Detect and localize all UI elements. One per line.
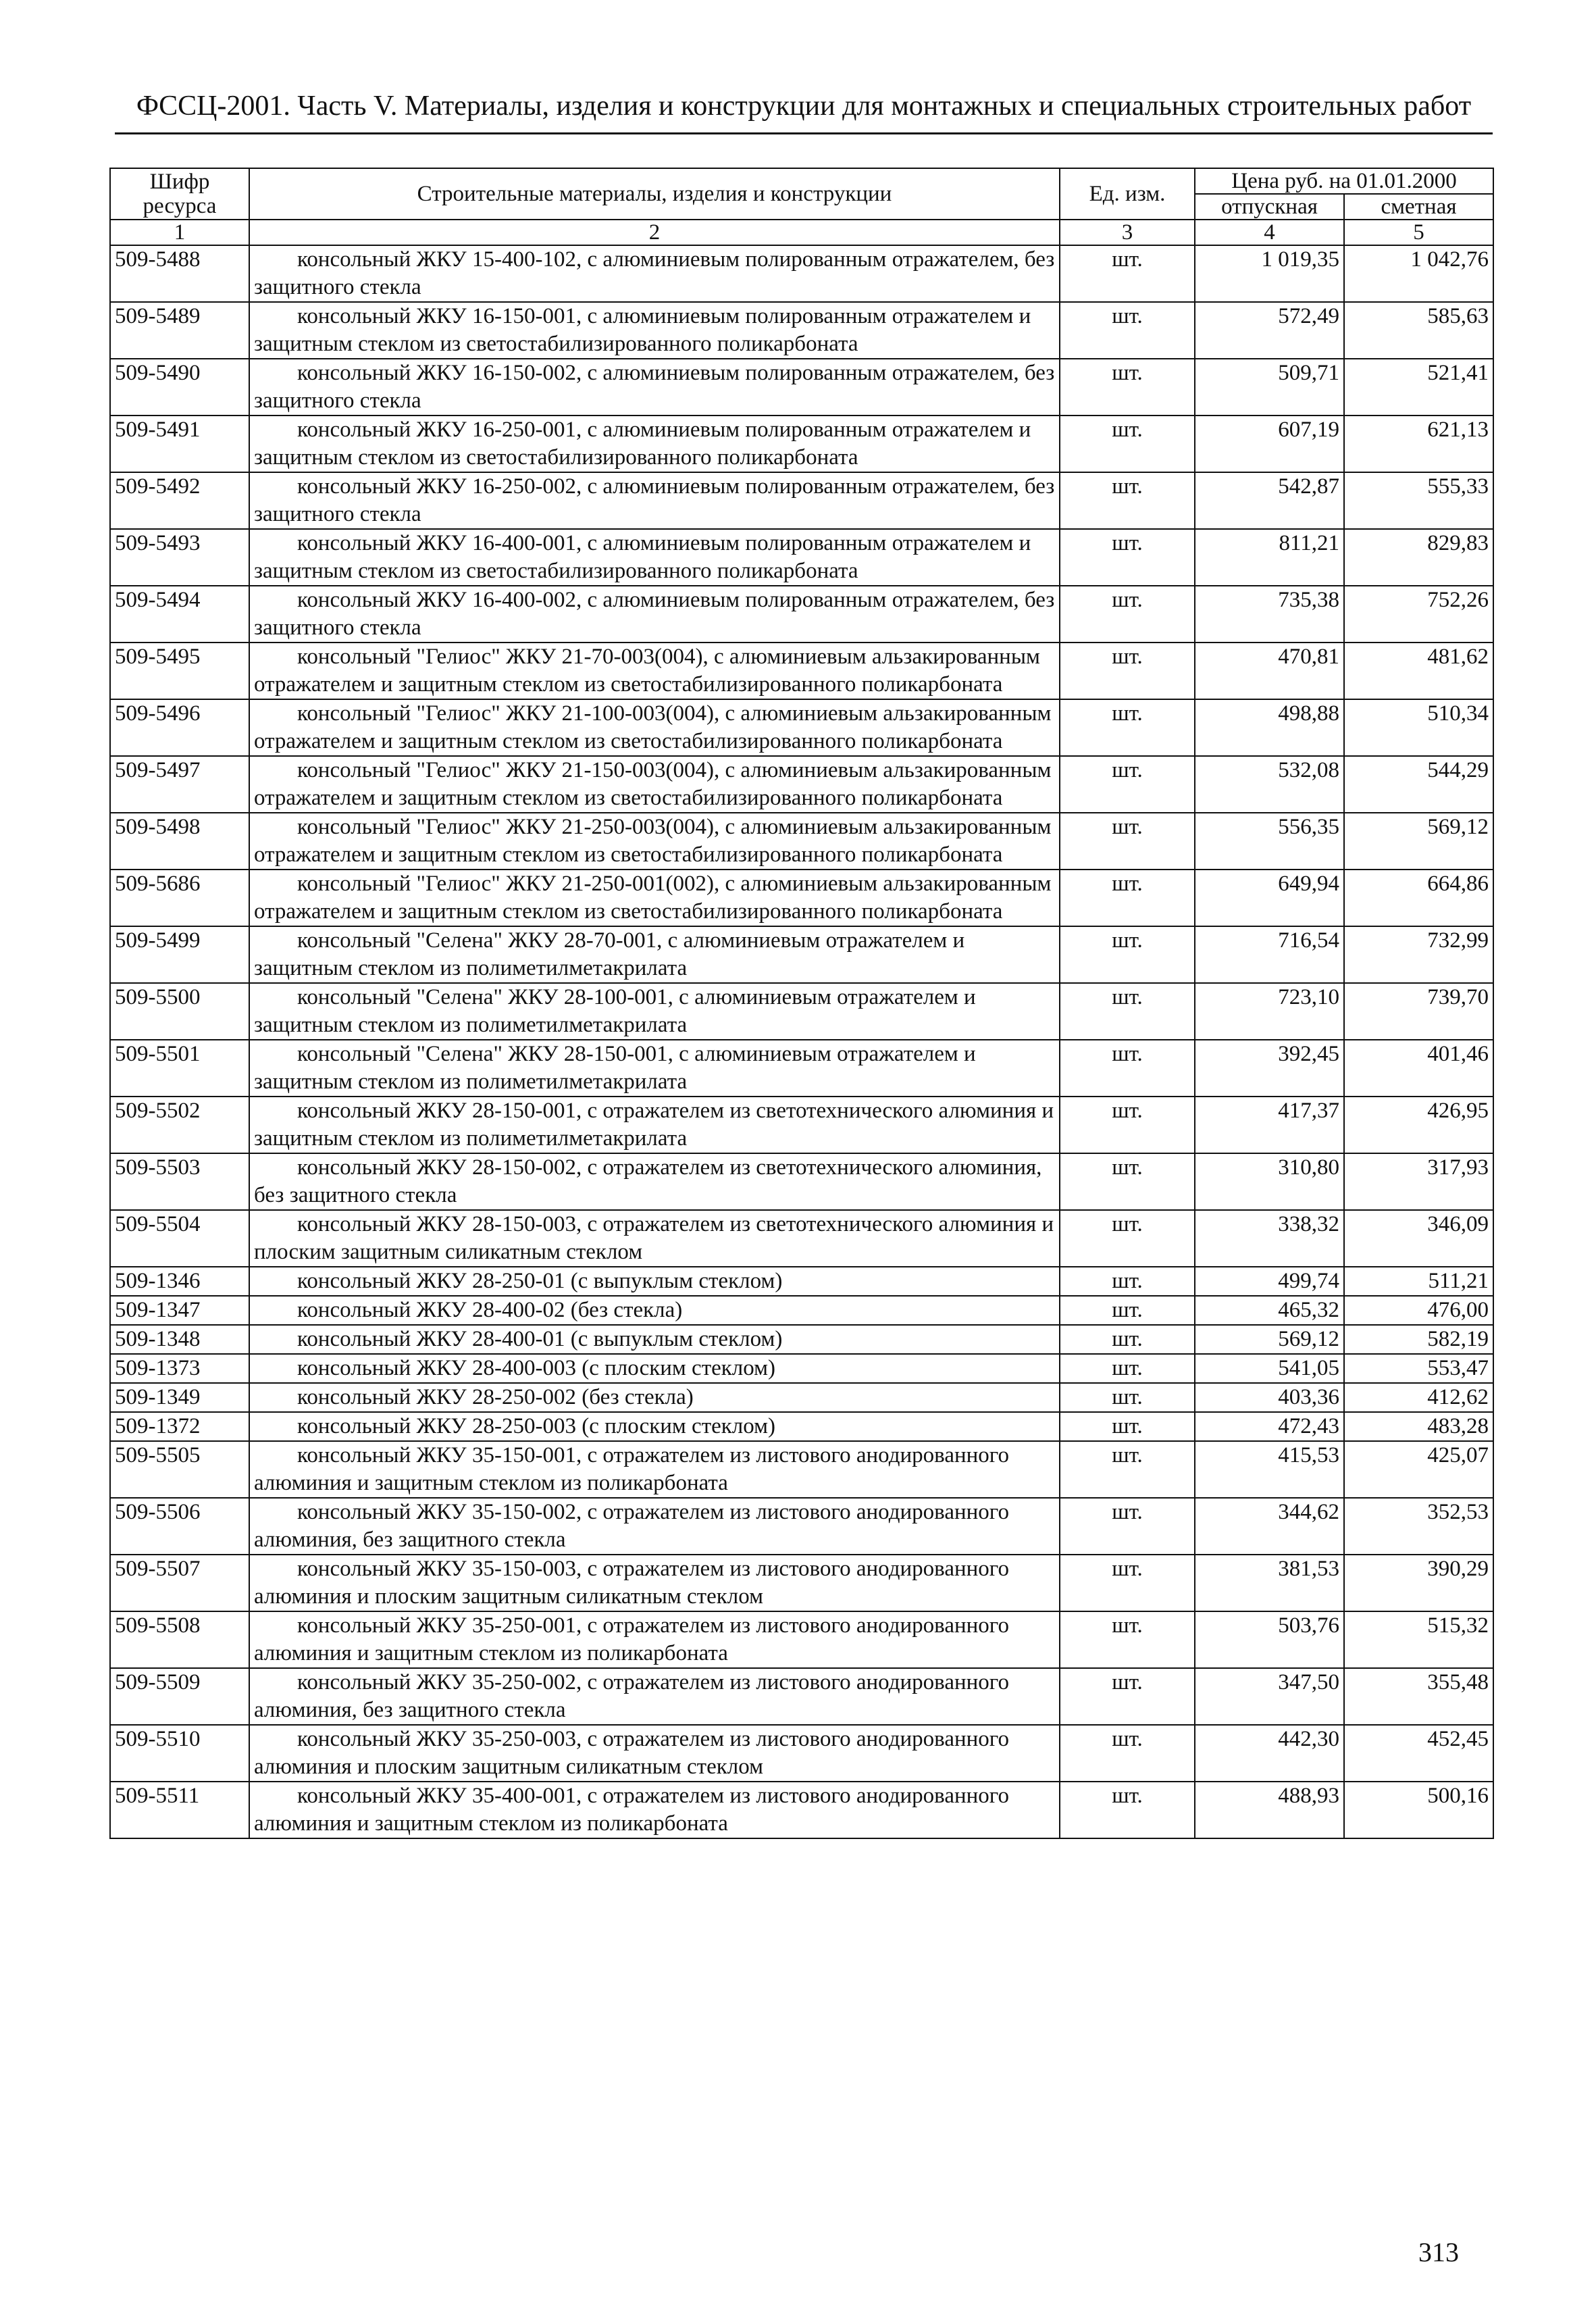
row-wholesale-price: 338,32 bbox=[1195, 1210, 1344, 1267]
row-unit: шт. bbox=[1060, 1210, 1195, 1267]
row-code: 509-5509 bbox=[110, 1668, 249, 1725]
row-unit: шт. bbox=[1060, 1040, 1195, 1097]
row-name: консольный "Селена" ЖКУ 28-100-001, с алюминиевым отражателем и защитным стеклом из полиметилметакрилата bbox=[249, 983, 1060, 1040]
row-unit: шт. bbox=[1060, 1725, 1195, 1782]
row-estimate-price: 452,45 bbox=[1344, 1725, 1493, 1782]
row-estimate-price: 829,83 bbox=[1344, 529, 1493, 586]
row-unit: шт. bbox=[1060, 983, 1195, 1040]
row-unit: шт. bbox=[1060, 359, 1195, 416]
row-code: 509-5502 bbox=[110, 1097, 249, 1153]
row-estimate-price: 585,63 bbox=[1344, 302, 1493, 359]
row-wholesale-price: 417,37 bbox=[1195, 1097, 1344, 1153]
header-estimate: сметная bbox=[1344, 194, 1493, 220]
row-estimate-price: 569,12 bbox=[1344, 813, 1493, 870]
row-unit: шт. bbox=[1060, 586, 1195, 643]
row-estimate-price: 752,26 bbox=[1344, 586, 1493, 643]
row-unit: шт. bbox=[1060, 1611, 1195, 1668]
table-row bbox=[110, 1040, 1493, 1097]
row-wholesale-price: 503,76 bbox=[1195, 1611, 1344, 1668]
page-number: 313 bbox=[1418, 2237, 1459, 2267]
row-code: 509-5511 bbox=[110, 1782, 249, 1838]
row-unit: шт. bbox=[1060, 1555, 1195, 1611]
row-code: 509-5508 bbox=[110, 1611, 249, 1668]
row-wholesale-price: 542,87 bbox=[1195, 472, 1344, 529]
table-row bbox=[110, 756, 1493, 813]
row-wholesale-price: 310,80 bbox=[1195, 1153, 1344, 1210]
row-estimate-price: 553,47 bbox=[1344, 1354, 1493, 1383]
row-code: 509-1348 bbox=[110, 1325, 249, 1354]
row-estimate-price: 510,34 bbox=[1344, 699, 1493, 756]
row-unit: шт. bbox=[1060, 1267, 1195, 1296]
row-unit: шт. bbox=[1060, 1498, 1195, 1555]
row-wholesale-price: 532,08 bbox=[1195, 756, 1344, 813]
row-code: 509-5494 bbox=[110, 586, 249, 643]
row-name: консольный ЖКУ 16-250-002, с алюминиевым полированным отражателем, без защитного стекла bbox=[249, 472, 1060, 529]
row-wholesale-price: 607,19 bbox=[1195, 416, 1344, 472]
row-code: 509-5490 bbox=[110, 359, 249, 416]
table-row bbox=[110, 1412, 1493, 1441]
column-number: 4 bbox=[1195, 220, 1344, 245]
table-row bbox=[110, 1383, 1493, 1412]
row-wholesale-price: 541,05 bbox=[1195, 1354, 1344, 1383]
table-row bbox=[110, 1296, 1493, 1325]
row-code: 509-5499 bbox=[110, 926, 249, 983]
table-row bbox=[110, 1782, 1493, 1838]
row-estimate-price: 476,00 bbox=[1344, 1296, 1493, 1325]
row-name: консольный ЖКУ 35-150-001, с отражателем из листового анодированного алюминия и защитным стеклом из поликарбоната bbox=[249, 1441, 1060, 1498]
row-name: консольный "Гелиос" ЖКУ 21-100-003(004), с алюминиевым альзакированным отражателем и защитным стеклом из светостабилизированного поликарбоната bbox=[249, 699, 1060, 756]
row-estimate-price: 739,70 bbox=[1344, 983, 1493, 1040]
table-row bbox=[110, 586, 1493, 643]
row-name: консольный "Гелиос" ЖКУ 21-250-003(004), с алюминиевым альзакированным отражателем и защитным стеклом из светостабилизированного поликарбоната bbox=[249, 813, 1060, 870]
row-code: 509-5492 bbox=[110, 472, 249, 529]
row-unit: шт. bbox=[1060, 1412, 1195, 1441]
row-code: 509-5495 bbox=[110, 643, 249, 699]
row-wholesale-price: 556,35 bbox=[1195, 813, 1344, 870]
header-price-group: Цена руб. на 01.01.2000 bbox=[1195, 168, 1493, 194]
row-name: консольный ЖКУ 16-400-002, с алюминиевым полированным отражателем, без защитного стекла bbox=[249, 586, 1060, 643]
row-wholesale-price: 442,30 bbox=[1195, 1725, 1344, 1782]
table-row bbox=[110, 416, 1493, 472]
row-name: консольный ЖКУ 28-150-002, с отражателем из светотехнического алюминия, без защитного стекла bbox=[249, 1153, 1060, 1210]
column-number: 5 bbox=[1344, 220, 1493, 245]
table-row bbox=[110, 1210, 1493, 1267]
table-body bbox=[110, 245, 1493, 1838]
row-code: 509-5500 bbox=[110, 983, 249, 1040]
table-row bbox=[110, 1555, 1493, 1611]
table-row bbox=[110, 529, 1493, 586]
row-name: консольный "Селена" ЖКУ 28-70-001, с алюминиевым отражателем и защитным стеклом из полиметилметакрилата bbox=[249, 926, 1060, 983]
row-estimate-price: 483,28 bbox=[1344, 1412, 1493, 1441]
table-row bbox=[110, 1441, 1493, 1498]
row-estimate-price: 481,62 bbox=[1344, 643, 1493, 699]
row-wholesale-price: 472,43 bbox=[1195, 1412, 1344, 1441]
row-unit: шт. bbox=[1060, 699, 1195, 756]
table-row bbox=[110, 472, 1493, 529]
row-unit: шт. bbox=[1060, 245, 1195, 302]
row-unit: шт. bbox=[1060, 302, 1195, 359]
table-row bbox=[110, 245, 1493, 302]
row-unit: шт. bbox=[1060, 472, 1195, 529]
row-wholesale-price: 498,88 bbox=[1195, 699, 1344, 756]
table-row bbox=[110, 699, 1493, 756]
row-unit: шт. bbox=[1060, 1097, 1195, 1153]
row-code: 509-5503 bbox=[110, 1153, 249, 1210]
row-wholesale-price: 811,21 bbox=[1195, 529, 1344, 586]
row-wholesale-price: 415,53 bbox=[1195, 1441, 1344, 1498]
row-name: консольный ЖКУ 16-250-001, с алюминиевым полированным отражателем и защитным стеклом из светостабилизированного поликарбоната bbox=[249, 416, 1060, 472]
table-row bbox=[110, 1097, 1493, 1153]
row-unit: шт. bbox=[1060, 813, 1195, 870]
table-row bbox=[110, 1153, 1493, 1210]
column-number-row bbox=[110, 220, 1493, 245]
row-unit: шт. bbox=[1060, 1153, 1195, 1210]
row-unit: шт. bbox=[1060, 1325, 1195, 1354]
row-unit: шт. bbox=[1060, 1668, 1195, 1725]
row-estimate-price: 390,29 bbox=[1344, 1555, 1493, 1611]
row-wholesale-price: 403,36 bbox=[1195, 1383, 1344, 1412]
row-wholesale-price: 488,93 bbox=[1195, 1782, 1344, 1838]
row-wholesale-price: 347,50 bbox=[1195, 1668, 1344, 1725]
row-code: 509-5496 bbox=[110, 699, 249, 756]
row-code: 509-5493 bbox=[110, 529, 249, 586]
row-estimate-price: 521,41 bbox=[1344, 359, 1493, 416]
row-name: консольный ЖКУ 28-250-003 (с плоским стеклом) bbox=[249, 1412, 1060, 1441]
row-name: консольный ЖКУ 28-150-001, с отражателем из светотехнического алюминия и защитным стеклом из полиметилметакрилата bbox=[249, 1097, 1060, 1153]
row-estimate-price: 426,95 bbox=[1344, 1097, 1493, 1153]
row-wholesale-price: 509,71 bbox=[1195, 359, 1344, 416]
price-table bbox=[109, 168, 1494, 1839]
row-name: консольный ЖКУ 28-400-003 (с плоским стеклом) bbox=[249, 1354, 1060, 1383]
row-code: 509-5506 bbox=[110, 1498, 249, 1555]
row-name: консольный "Гелиос" ЖКУ 21-70-003(004), с алюминиевым альзакированным отражателем и защитным стеклом из светостабилизированного поликарбоната bbox=[249, 643, 1060, 699]
row-wholesale-price: 569,12 bbox=[1195, 1325, 1344, 1354]
row-estimate-price: 511,21 bbox=[1344, 1267, 1493, 1296]
row-code: 509-5505 bbox=[110, 1441, 249, 1498]
row-name: консольный ЖКУ 35-150-002, с отражателем из листового анодированного алюминия, без защитного стекла bbox=[249, 1498, 1060, 1555]
row-code: 509-1346 bbox=[110, 1267, 249, 1296]
row-name: консольный ЖКУ 28-150-003, с отражателем из светотехнического алюминия и плоским защитным силикатным стеклом bbox=[249, 1210, 1060, 1267]
row-wholesale-price: 716,54 bbox=[1195, 926, 1344, 983]
row-estimate-price: 412,62 bbox=[1344, 1383, 1493, 1412]
header-code: Шифр ресурса bbox=[110, 168, 249, 220]
row-unit: шт. bbox=[1060, 1383, 1195, 1412]
row-code: 509-1373 bbox=[110, 1354, 249, 1383]
row-unit: шт. bbox=[1060, 1782, 1195, 1838]
row-estimate-price: 317,93 bbox=[1344, 1153, 1493, 1210]
row-wholesale-price: 499,74 bbox=[1195, 1267, 1344, 1296]
row-code: 509-1347 bbox=[110, 1296, 249, 1325]
row-estimate-price: 664,86 bbox=[1344, 870, 1493, 926]
row-unit: шт. bbox=[1060, 756, 1195, 813]
row-name: консольный "Гелиос" ЖКУ 21-150-003(004), с алюминиевым альзакированным отражателем и защитным стеклом из светостабилизированного поликарбоната bbox=[249, 756, 1060, 813]
row-name: консольный ЖКУ 35-250-003, с отражателем из листового анодированного алюминия и плоским защитным силикатным стеклом bbox=[249, 1725, 1060, 1782]
header-name: Строительные материалы, изделия и конструкции bbox=[249, 168, 1060, 220]
row-code: 509-5501 bbox=[110, 1040, 249, 1097]
row-unit: шт. bbox=[1060, 870, 1195, 926]
row-name: консольный ЖКУ 28-400-01 (с выпуклым стеклом) bbox=[249, 1325, 1060, 1354]
row-name: консольный ЖКУ 16-150-002, с алюминиевым полированным отражателем, без защитного стекла bbox=[249, 359, 1060, 416]
row-estimate-price: 500,16 bbox=[1344, 1782, 1493, 1838]
row-name: консольный ЖКУ 35-250-002, с отражателем из листового анодированного алюминия, без защитного стекла bbox=[249, 1668, 1060, 1725]
row-name: консольный ЖКУ 35-250-001, с отражателем из листового анодированного алюминия и защитным стеклом из поликарбоната bbox=[249, 1611, 1060, 1668]
row-estimate-price: 346,09 bbox=[1344, 1210, 1493, 1267]
table-row bbox=[110, 926, 1493, 983]
row-estimate-price: 555,33 bbox=[1344, 472, 1493, 529]
column-number: 3 bbox=[1060, 220, 1195, 245]
table-row bbox=[110, 870, 1493, 926]
table-row bbox=[110, 813, 1493, 870]
header-divider bbox=[115, 132, 1493, 134]
row-estimate-price: 401,46 bbox=[1344, 1040, 1493, 1097]
page-title: ФССЦ-2001. Часть V. Материалы, изделия и конструкции для монтажных и специальных строительных работ bbox=[136, 91, 1472, 122]
table-row bbox=[110, 643, 1493, 699]
row-wholesale-price: 649,94 bbox=[1195, 870, 1344, 926]
row-code: 509-1372 bbox=[110, 1412, 249, 1441]
row-estimate-price: 1 042,76 bbox=[1344, 245, 1493, 302]
row-unit: шт. bbox=[1060, 1296, 1195, 1325]
row-wholesale-price: 344,62 bbox=[1195, 1498, 1344, 1555]
row-wholesale-price: 735,38 bbox=[1195, 586, 1344, 643]
row-code: 509-1349 bbox=[110, 1383, 249, 1412]
row-name: консольный ЖКУ 28-400-02 (без стекла) bbox=[249, 1296, 1060, 1325]
row-code: 509-5498 bbox=[110, 813, 249, 870]
row-code: 509-5510 bbox=[110, 1725, 249, 1782]
table-row bbox=[110, 1267, 1493, 1296]
row-code: 509-5504 bbox=[110, 1210, 249, 1267]
row-name: консольный ЖКУ 28-250-01 (с выпуклым стеклом) bbox=[249, 1267, 1060, 1296]
row-estimate-price: 544,29 bbox=[1344, 756, 1493, 813]
column-number: 2 bbox=[249, 220, 1060, 245]
row-code: 509-5488 bbox=[110, 245, 249, 302]
row-unit: шт. bbox=[1060, 926, 1195, 983]
table-row bbox=[110, 1498, 1493, 1555]
table-row bbox=[110, 302, 1493, 359]
row-unit: шт. bbox=[1060, 416, 1195, 472]
row-wholesale-price: 465,32 bbox=[1195, 1296, 1344, 1325]
row-code: 509-5491 bbox=[110, 416, 249, 472]
table-row bbox=[110, 1325, 1493, 1354]
table-row bbox=[110, 359, 1493, 416]
row-name: консольный ЖКУ 35-150-003, с отражателем из листового анодированного алюминия и плоским защитным силикатным стеклом bbox=[249, 1555, 1060, 1611]
table-row bbox=[110, 983, 1493, 1040]
row-estimate-price: 355,48 bbox=[1344, 1668, 1493, 1725]
row-estimate-price: 352,53 bbox=[1344, 1498, 1493, 1555]
row-wholesale-price: 392,45 bbox=[1195, 1040, 1344, 1097]
row-wholesale-price: 572,49 bbox=[1195, 302, 1344, 359]
row-estimate-price: 515,32 bbox=[1344, 1611, 1493, 1668]
header-unit: Ед. изм. bbox=[1060, 168, 1195, 220]
row-code: 509-5489 bbox=[110, 302, 249, 359]
row-wholesale-price: 381,53 bbox=[1195, 1555, 1344, 1611]
row-name: консольный "Гелиос" ЖКУ 21-250-001(002), с алюминиевым альзакированным отражателем и защитным стеклом из светостабилизированного поликарбоната bbox=[249, 870, 1060, 926]
row-code: 509-5507 bbox=[110, 1555, 249, 1611]
row-estimate-price: 621,13 bbox=[1344, 416, 1493, 472]
row-estimate-price: 582,19 bbox=[1344, 1325, 1493, 1354]
row-unit: шт. bbox=[1060, 529, 1195, 586]
row-unit: шт. bbox=[1060, 643, 1195, 699]
table-row bbox=[110, 1725, 1493, 1782]
row-unit: шт. bbox=[1060, 1441, 1195, 1498]
row-wholesale-price: 1 019,35 bbox=[1195, 245, 1344, 302]
row-wholesale-price: 723,10 bbox=[1195, 983, 1344, 1040]
row-code: 509-5497 bbox=[110, 756, 249, 813]
row-code: 509-5686 bbox=[110, 870, 249, 926]
row-name: консольный "Селена" ЖКУ 28-150-001, с алюминиевым отражателем и защитным стеклом из полиметилметакрилата bbox=[249, 1040, 1060, 1097]
row-estimate-price: 732,99 bbox=[1344, 926, 1493, 983]
row-name: консольный ЖКУ 16-400-001, с алюминиевым полированным отражателем и защитным стеклом из светостабилизированного поликарбоната bbox=[249, 529, 1060, 586]
row-estimate-price: 425,07 bbox=[1344, 1441, 1493, 1498]
column-number: 1 bbox=[110, 220, 249, 245]
table-row bbox=[110, 1668, 1493, 1725]
row-unit: шт. bbox=[1060, 1354, 1195, 1383]
row-name: консольный ЖКУ 15-400-102, с алюминиевым полированным отражателем, без защитного стекла bbox=[249, 245, 1060, 302]
table-row bbox=[110, 1354, 1493, 1383]
header-wholesale: отпускная bbox=[1195, 194, 1344, 220]
row-wholesale-price: 470,81 bbox=[1195, 643, 1344, 699]
row-name: консольный ЖКУ 28-250-002 (без стекла) bbox=[249, 1383, 1060, 1412]
table-row bbox=[110, 1611, 1493, 1668]
row-name: консольный ЖКУ 35-400-001, с отражателем из листового анодированного алюминия и защитным стеклом из поликарбоната bbox=[249, 1782, 1060, 1838]
row-name: консольный ЖКУ 16-150-001, с алюминиевым полированным отражателем и защитным стеклом из светостабилизированного поликарбоната bbox=[249, 302, 1060, 359]
